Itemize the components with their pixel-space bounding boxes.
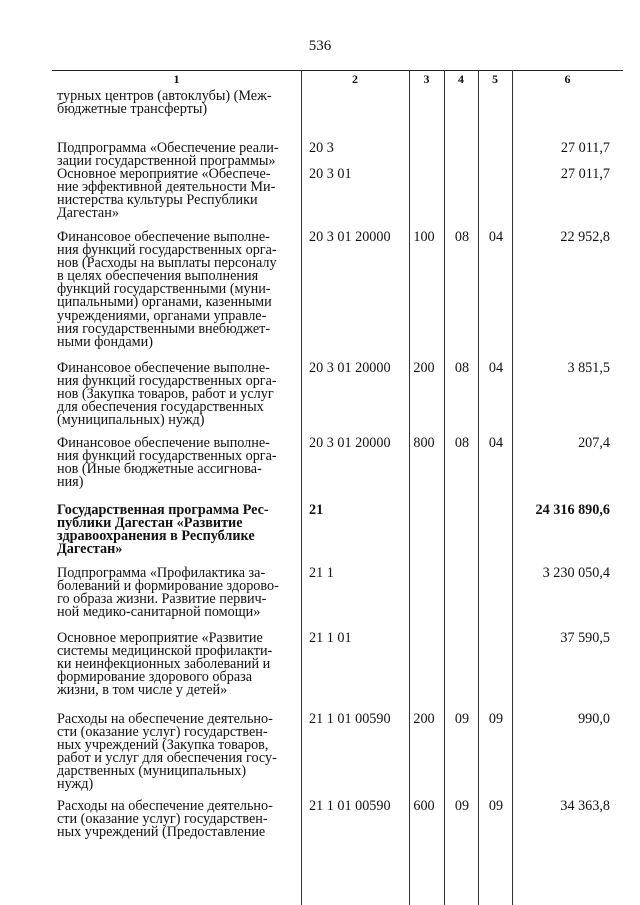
row-expense-type: 200 [413, 711, 435, 727]
column-divider [444, 70, 445, 905]
row-name [57, 713, 298, 792]
row-name-line: Финансовое обеспечение выполне- [57, 229, 270, 245]
column-header: 2 [352, 72, 358, 86]
row-name-line: нистерства культуры Республики [57, 192, 258, 209]
row-name-line: учреждениями, органами управле- [57, 307, 267, 324]
row-code: 21 1 [309, 565, 334, 581]
row-name-line: болеваний и формирование здорово- [57, 578, 279, 595]
row-expense-type: 200 [413, 360, 435, 376]
row-amount: 24 316 890,6 [535, 502, 610, 518]
row-name-line: го образа жизни. Развитие первич- [57, 591, 267, 608]
row-section: 08 [454, 360, 470, 376]
row-name-line: системы медицинской профилакти- [57, 643, 273, 660]
row-name-line: Финансовое обеспечение выполне- [57, 360, 270, 376]
page-number: 536 [308, 38, 332, 54]
column-divider [301, 70, 302, 905]
row-expense-type: 800 [413, 435, 435, 451]
row-name-line: Расходы на обеспечение деятельно- [57, 711, 273, 727]
row-name [57, 362, 298, 427]
row-name-line: зации государственной программы» [57, 153, 276, 170]
row-subsection: 09 [488, 798, 504, 814]
row-amount: 3 230 050,4 [542, 565, 610, 581]
row-name-line: ных учреждений (Предоставление [57, 824, 266, 841]
row-name-line: ния функций государственных орга- [57, 242, 277, 259]
row-name-line: (муниципальных) нужд) [57, 412, 205, 429]
row-section: 09 [454, 798, 470, 814]
row-name [57, 437, 298, 489]
row-code: 20 3 [309, 140, 334, 156]
row-name [57, 800, 298, 839]
row-subsection: 04 [488, 360, 504, 376]
header-rule [52, 70, 623, 71]
row-code: 21 1 01 00590 [309, 798, 391, 814]
row-amount: 990,0 [578, 711, 610, 727]
row-name-line: ной медико-санитарной помощи» [57, 604, 261, 621]
column-divider [512, 70, 513, 905]
row-name-line: работ и услуг для обеспечения госу- [57, 750, 277, 767]
row-name-line: ных учреждений (Закупка товаров, [57, 737, 269, 754]
row-name-line: турных центров (автоклубы) (Меж- [57, 88, 272, 104]
row-name-line: ки неинфекционных заболеваний и [57, 656, 271, 673]
row-name-line: ния функций государственных орга- [57, 448, 277, 465]
row-amount: 27 011,7 [560, 166, 610, 182]
row-name [57, 90, 298, 116]
row-name-line: функций государственными (муни- [57, 281, 271, 298]
row-subsection: 04 [488, 435, 504, 451]
row-name-line: для обеспечения государственных [57, 399, 264, 416]
row-name [57, 504, 298, 556]
row-amount: 207,4 [578, 435, 610, 451]
row-expense-type: 600 [413, 798, 435, 814]
row-name-line: ципальными) органами, казенными [57, 294, 272, 311]
row-subsection: 09 [488, 711, 504, 727]
row-name-line: бюджетные трансферты) [57, 101, 208, 118]
row-name-line: Дагестан» [57, 205, 119, 222]
row-section: 08 [454, 229, 470, 245]
row-name-line: нужд) [57, 776, 94, 793]
row-name-line: Основное мероприятие «Развитие [57, 630, 263, 646]
column-divider [478, 70, 479, 905]
row-name-line: ния государственными внебюджет- [57, 320, 271, 337]
row-name-line: Основное мероприятие «Обеспече- [57, 166, 271, 182]
row-amount: 27 011,7 [560, 140, 610, 156]
row-code: 21 [309, 502, 324, 518]
row-code: 21 1 01 00590 [309, 711, 391, 727]
row-code: 20 3 01 20000 [309, 360, 391, 376]
row-name-line: ние эффективной деятельности Ми- [57, 179, 276, 196]
row-code: 20 3 01 20000 [309, 229, 391, 245]
row-name-line: Подпрограмма «Профилактика за- [57, 565, 266, 581]
row-name-line: жизни, в том числе у детей» [57, 682, 228, 699]
row-amount: 22 952,8 [560, 229, 610, 245]
row-expense-type: 100 [413, 229, 435, 245]
row-subsection: 04 [488, 229, 504, 245]
row-code: 21 1 01 [309, 630, 352, 646]
row-name-line: Дагестан» [57, 541, 123, 558]
row-name [57, 632, 298, 697]
row-name-line: ния) [57, 474, 84, 491]
row-name-line: нов (Расходы на выплаты персоналу [57, 255, 277, 272]
row-name-line: Государственная программа Рес- [57, 502, 269, 518]
row-name [57, 567, 298, 619]
row-name [57, 168, 298, 220]
row-name-line: публики Дагестан «Развитие [57, 515, 243, 532]
row-section: 09 [454, 711, 470, 727]
row-name-line: нов (Закупка товаров, работ и услуг [57, 386, 274, 403]
row-name-line: нов (Иные бюджетные ассигнова- [57, 461, 262, 478]
row-name-line: ными фондами) [57, 333, 153, 350]
row-name-line: сти (оказание услуг) государствен- [57, 811, 268, 828]
row-name-line: дарственных (муниципальных) [57, 763, 247, 780]
column-header: 1 [173, 72, 180, 86]
column-header: 6 [564, 72, 571, 86]
row-amount: 3 851,5 [567, 360, 610, 376]
row-name-line: Расходы на обеспечение деятельно- [57, 798, 273, 814]
row-name [57, 231, 298, 349]
row-amount: 34 363,8 [560, 798, 610, 814]
row-name-line: формирование здорового образа [57, 669, 253, 686]
row-section: 08 [454, 435, 470, 451]
column-divider [409, 70, 410, 905]
column-header: 4 [458, 72, 464, 86]
row-name-line: ния функций государственных орга- [57, 373, 277, 390]
row-name-line: здравоохранения в Республике [57, 528, 255, 545]
row-name-line: Финансовое обеспечение выполне- [57, 435, 270, 451]
row-name-line: Подпрограмма «Обеспечение реали- [57, 140, 279, 156]
row-name-line: в целях обеспечения выполнения [57, 268, 259, 285]
row-name [57, 142, 298, 168]
column-header: 3 [423, 72, 430, 86]
row-amount: 37 590,5 [560, 630, 610, 646]
row-name-line: сти (оказание услуг) государствен- [57, 724, 268, 741]
row-code: 20 3 01 20000 [309, 435, 391, 451]
row-code: 20 3 01 [309, 166, 352, 182]
column-header: 5 [492, 72, 498, 86]
